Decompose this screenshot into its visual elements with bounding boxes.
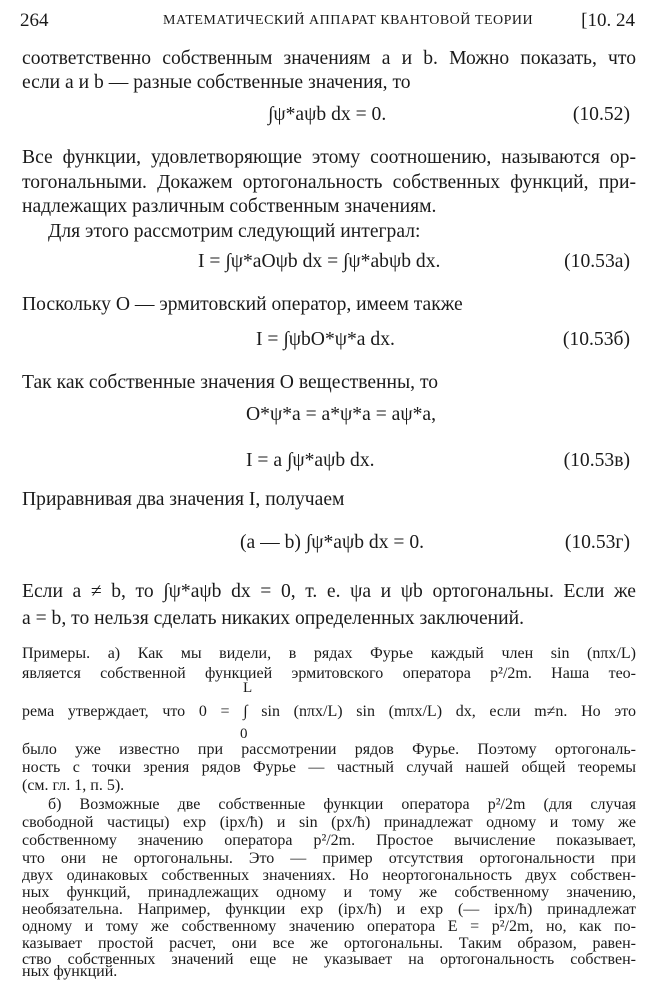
text-line: Для этого рассмотрим следующий интеграл: <box>48 221 421 242</box>
text-line: Если a ≠ b, то ∫ψ*aψb dx = 0, т. е. ψa и ψb ортогональны. Если же <box>22 581 636 602</box>
examples-line: двух одинаковых собственных значениях. Но неортогональность двух собствен- <box>22 867 636 884</box>
equation-number: (10.53а) <box>564 251 630 272</box>
examples-line: собственному значению оператора p²/2m. Простое вычисление показывает, <box>22 832 636 849</box>
text-line: Приравнивая два значения I, получаем <box>22 489 345 510</box>
text-line: соответственно собственным значениям a и b. Можно показать, что <box>22 48 636 69</box>
examples-line: Примеры. а) Как мы видели, в рядах Фурье каждый член sin (nπx/L) <box>22 645 636 662</box>
equation-number: (10.53б) <box>562 329 630 350</box>
examples-line: является собственной функцией эрмитовского оператора p²/2m. Наша тео- <box>22 665 636 682</box>
running-title: МАТЕМАТИЧЕСКИЙ АППАРАТ КВАНТОВОЙ ТЕОРИИ <box>163 13 534 28</box>
examples-line: ных функций, принадлежащих одному и тому же собственному значению, <box>22 884 636 901</box>
examples-line: ность с точки зрения рядов Фурье — частный случай нашей общей теоремы <box>22 759 636 776</box>
section-marker: [10. 24 <box>581 10 635 31</box>
examples-line: рема утверждает, что 0 = ∫ sin (nπx/L) sin (mπx/L) dx, если m≠n. Но это <box>22 703 636 720</box>
examples-line: необязательна. Например, функции exp (ipx/ħ) и exp (— ipx/ħ) принадлежат <box>22 901 636 918</box>
examples-line: свободной частицы) exp (ipx/ħ) и sin (px/ħ) принадлежат одному и тому же <box>22 814 636 831</box>
examples-line: б) Возможные две собственные функции оператора p²/2m (для случая <box>48 796 636 813</box>
page-number: 264 <box>20 10 49 31</box>
text-line: Поскольку O — эрмитовский оператор, имеем также <box>22 294 463 315</box>
examples-line: ных функций. <box>22 963 118 980</box>
text-line: a = b, то нельзя сделать никаких определенных заключений. <box>22 608 525 629</box>
equation-number: (10.53г) <box>564 532 630 553</box>
equation-10-53v: I = a ∫ψ*aψb dx. <box>246 450 375 471</box>
integral-lower-limit: 0 <box>240 726 248 742</box>
examples-line: было уже известно при рассмотрении рядов Фурье. Поэтому ортогональ- <box>22 741 636 758</box>
equation-10-53g: (a — b) ∫ψ*aψb dx = 0. <box>240 532 425 553</box>
examples-line: ство собственных значений еще не указывает на ортогональность собствен- <box>22 951 636 968</box>
examples-line: казывает простой расчет, они все же ортогональны. Таким образом, равен- <box>22 935 636 952</box>
equation-conjugate: O*ψ*a = a*ψ*a = aψ*a, <box>246 404 437 425</box>
text-line: Так как собственные значения O вещественны, то <box>22 372 439 393</box>
equation-10-53b: I = ∫ψbO*ψ*a dx. <box>256 329 395 350</box>
text-line: если a и b — разные собственные значения, то <box>22 72 411 93</box>
equation-10-52: ∫ψ*aψb dx = 0. <box>268 104 387 125</box>
integral-upper-limit: L <box>243 680 253 696</box>
examples-line: что они не ортогональны. Это — пример отсутствия ортогональности при <box>22 850 636 867</box>
running-header <box>20 10 635 32</box>
equation-number: (10.52) <box>572 104 630 125</box>
text-line: тогональными. Докажем ортогональность собственных функций, при- <box>22 172 636 193</box>
equation-number: (10.53в) <box>563 450 630 471</box>
examples-line: (см. гл. 1, п. 5). <box>22 777 125 794</box>
equation-10-53a: I = ∫ψ*aOψb dx = ∫ψ*abψb dx. <box>198 251 441 272</box>
text-line: надлежащих различным собственным значениям. <box>22 196 437 217</box>
text-line: Все функции, удовлетворяющие этому соотношению, называются ор- <box>22 147 636 168</box>
examples-line: одному и тому же собственному значению оператора E = p²/2m, но, как по- <box>22 918 636 935</box>
